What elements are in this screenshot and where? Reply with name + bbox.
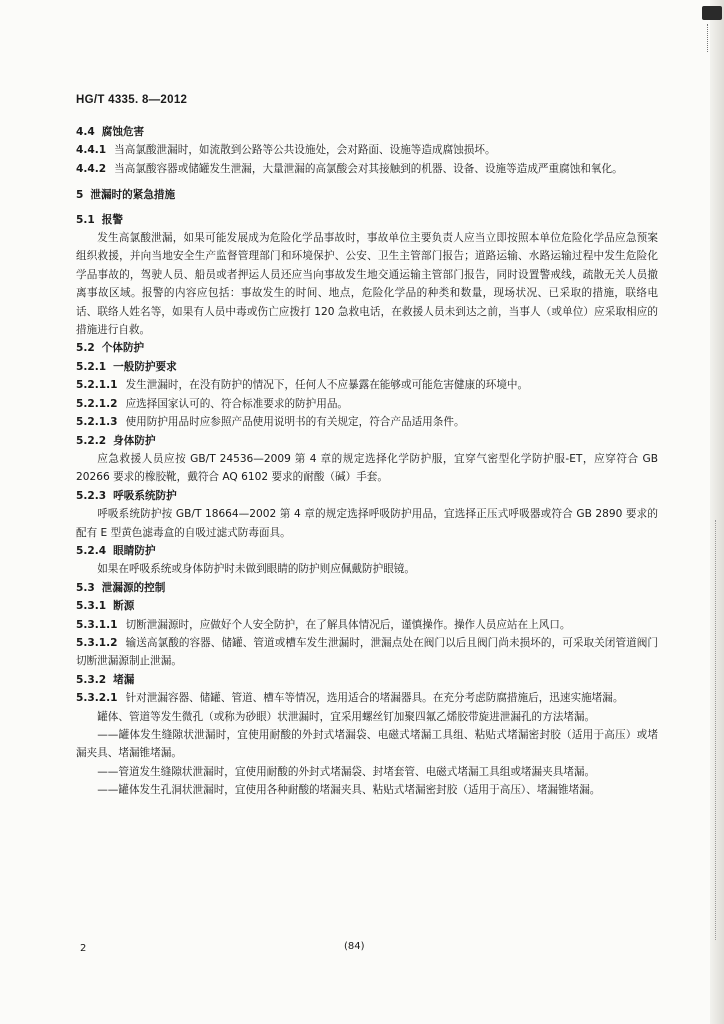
section-number: 5 bbox=[76, 189, 84, 202]
dash-item-4: ——罐体发生孔洞状泄漏时，宜使用各种耐酸的堵漏夹具、粘贴式堵漏密封胶（适用于高压）、堵漏锥堵漏。 bbox=[97, 784, 601, 797]
document-body bbox=[76, 123, 658, 800]
clause-number: 5.2.1.1 bbox=[76, 379, 118, 392]
standard-code: HG/T 4335. 8—2012 bbox=[76, 94, 188, 106]
clause-text: 当高氯酸泄漏时，如流散到公路等公共设施处，会对路面、设施等造成腐蚀损坏。 bbox=[114, 144, 496, 157]
clause-number: 4.4.1 bbox=[76, 144, 107, 157]
section-title: 腐蚀危害 bbox=[101, 126, 145, 138]
section-title: 断源 bbox=[113, 600, 135, 613]
section-number: 5.2.4 bbox=[76, 544, 107, 557]
section-title: 一般防护要求 bbox=[113, 360, 177, 373]
section-title: 眼睛防护 bbox=[113, 544, 156, 557]
clause-5-2-1-3 bbox=[76, 413, 658, 431]
clause-number: 5.2.1.3 bbox=[76, 416, 118, 429]
page-number: 2 bbox=[80, 943, 87, 954]
section-5-2-2-body: 应急救援人员应按 GB/T 24536—2009 第 4 章的规定选择化学防护服，宜穿气密型化学防护服-ET，应穿符合 GB 20266 要求的橡胶靴，戴符合 AQ 6102 要求的耐酸（碱）手套。 bbox=[76, 452, 658, 484]
clause-4-4-1 bbox=[76, 141, 658, 159]
section-number: 5.1 bbox=[76, 213, 95, 226]
section-title: 堵漏 bbox=[113, 673, 135, 686]
section-5-2-4-body: 如果在呼吸系统或身体防护时未做到眼睛的防护则应佩戴防护眼镜。 bbox=[97, 563, 415, 576]
scan-corner-mark bbox=[702, 6, 722, 20]
section-number: 5.2 bbox=[76, 342, 95, 355]
clause-number: 5.3.1.1 bbox=[76, 618, 118, 631]
dash-item-3: ——管道发生缝隙状泄漏时，宜使用耐酸的外封式堵漏袋、封堵套管、电磁式堵漏工具组或堵漏夹具堵漏。 bbox=[97, 765, 596, 778]
clause-4-4-2 bbox=[76, 160, 658, 178]
scan-edge-mark bbox=[707, 24, 720, 52]
section-title: 呼吸系统防护 bbox=[113, 489, 177, 502]
clause-text: 输送高氯酸的容器、储罐、管道或槽车发生泄漏时，泄漏点处在阀门以后且阀门尚未损坏的，可采取关闭管道阀门切断泄漏源制止泄漏。 bbox=[76, 636, 658, 668]
clause-5-3-1-1 bbox=[76, 616, 658, 634]
clause-text: 使用防护用品时应参照产品使用说明书的有关规定，符合产品适用条件。 bbox=[125, 416, 465, 429]
section-number: 5.3.1 bbox=[76, 600, 107, 613]
dash-item-1: 罐体、管道等发生微孔（或称为砂眼）状泄漏时，宜采用螺丝钉加聚四氟乙烯胶带旋进泄漏孔的方法堵漏。 bbox=[97, 710, 596, 723]
section-number: 4.4 bbox=[76, 126, 95, 138]
clause-5-3-2-1 bbox=[76, 689, 658, 707]
section-number: 5.3 bbox=[76, 581, 95, 594]
section-5-3-1-heading bbox=[76, 597, 658, 615]
clause-text: 当高氯酸容器或储罐发生泄漏，大量泄漏的高氯酸会对其接触到的机器、设备、设施等造成严重腐蚀和氧化。 bbox=[114, 162, 623, 175]
section-5-2-1-heading bbox=[76, 358, 658, 376]
section-5-2-3-body: 呼吸系统防护按 GB/T 18664—2002 第 4 章的规定选择呼吸防护用品，宜选择正压式呼吸器或符合 GB 2890 要求的配有 E 型黄色滤毒盒的自吸过滤式防毒面具。 bbox=[76, 508, 658, 539]
section-title: 泄漏时的紧急措施 bbox=[90, 189, 176, 202]
clause-text: 发生泄漏时，在没有防护的情况下，任何人不应暴露在能够或可能危害健康的环境中。 bbox=[125, 379, 529, 392]
section-number: 5.2.3 bbox=[76, 489, 107, 502]
section-5-3-2-heading bbox=[76, 671, 658, 689]
section-number: 5.2.2 bbox=[76, 434, 107, 447]
section-4-4-heading bbox=[76, 123, 658, 141]
clause-text: 应选择国家认可的、符合标准要求的防护用品。 bbox=[125, 397, 349, 410]
clause-5-3-1-2 bbox=[76, 634, 658, 671]
section-5-2-4-heading bbox=[76, 542, 658, 560]
section-5-2-3-heading bbox=[76, 487, 658, 505]
section-title: 个体防护 bbox=[101, 342, 145, 355]
clause-text: 针对泄漏容器、储罐、管道、槽车等情况，选用适合的堵漏器具。在充分考虑防腐措施后，迅速实施堵漏。 bbox=[125, 692, 624, 705]
section-5-1-body: 发生高氯酸泄漏，如果可能发展成为危险化学品事故时，事故单位主要负责人应当立即按照本单位危险化学品应急预案组织救援，并向当地安全生产监督管理部门和环境保护、公安、卫生主管部门报告；道路运输、水路运输过程中发生危险化学品事故的，驾驶人员、船员或者押运人员还应当向事故发生地交通运输主管部门报告，同时设置警戒线，疏散无关人员撤离事故区域。报警的内容应包括：事故发生的时间、地点，危险化学品的种类和数量，现场状况、已采取的措施，联络电话、联络人姓名等，如果有人员中毒或伤亡应拨打 120 急救电话，在救援人员未到达之前，当事人（或单位）应采取相应的措施进行自救。 bbox=[76, 232, 658, 337]
clause-number: 5.3.1.2 bbox=[76, 636, 118, 649]
clause-number: 5.2.1.2 bbox=[76, 397, 118, 410]
section-title: 身体防护 bbox=[113, 434, 156, 447]
dash-item-2: ——罐体发生缝隙状泄漏时，宜使用耐酸的外封式堵漏袋、电磁式堵漏工具组、粘贴式堵漏密封胶（适用于高压）或堵漏夹具、堵漏锥堵漏。 bbox=[76, 729, 658, 760]
scan-edge-dots bbox=[715, 520, 718, 940]
clause-5-2-1-1 bbox=[76, 376, 658, 394]
section-number: 5.2.1 bbox=[76, 360, 107, 373]
clause-number: 4.4.2 bbox=[76, 162, 107, 175]
section-title: 泄漏源的控制 bbox=[101, 581, 166, 594]
clause-text: 切断泄漏源时，应做好个人安全防护，在了解具体情况后，谨慎操作。操作人员应站在上风口。 bbox=[125, 618, 571, 631]
section-number: 5.3.2 bbox=[76, 673, 107, 686]
section-5-2-heading bbox=[76, 339, 658, 357]
page-reference: (84) bbox=[344, 941, 365, 952]
clause-5-2-1-2 bbox=[76, 395, 658, 413]
section-5-heading bbox=[76, 186, 658, 204]
clause-number: 5.3.2.1 bbox=[76, 692, 118, 705]
section-5-1-heading bbox=[76, 211, 658, 229]
section-5-2-2-heading bbox=[76, 432, 658, 450]
section-5-3-heading bbox=[76, 579, 658, 597]
section-title: 报警 bbox=[101, 213, 123, 226]
